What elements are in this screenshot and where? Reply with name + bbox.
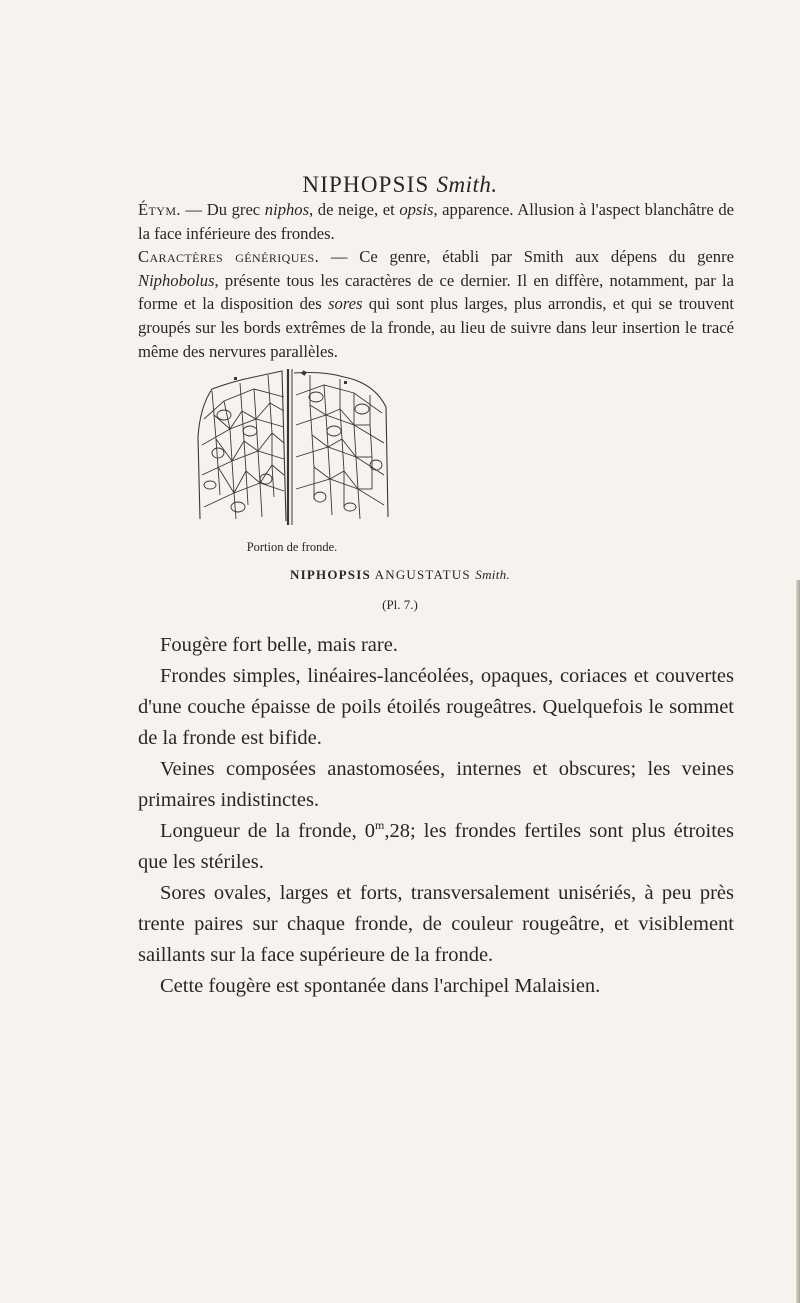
- figure-caption: Portion de fronde.: [246, 540, 338, 554]
- characters-text: qui sont plus larges, plus arrondis, et qui se trouvent groupés sur les bords extrêmes de la fronde, au lieu de suivre dans leur insertion le tracé même des nervures parallèles.: [138, 294, 735, 361]
- species-heading: [0, 567, 800, 583]
- characters-text: , présente tous les caractères de ce dernier. Il en diffère, notamment, par la forme et la disposition des: [138, 270, 734, 314]
- etymology-text: , apparence. Allusion à l'aspect blanchâtre de la face inférieure des frondes.: [138, 200, 734, 243]
- length-text: ,28; les frondes fertiles sont plus étroites que les stériles.: [138, 820, 734, 873]
- characters-text: — Ce genre, établi par Smith aux dépens du genre: [319, 247, 734, 267]
- page-edge-shadow: [796, 580, 800, 1303]
- description-paragraph: Sores ovales, larges et forts, transversalement unisériés, à peu près trente paires sur chaque fronde, de couleur rougeâtre, et visiblement saillants sur la face supérieure de la fronde.: [138, 882, 734, 966]
- characters-genus-name: Niphobolus: [138, 270, 215, 290]
- description-paragraph: Frondes simples, linéaires-lancéolées, opaques, coriaces et couvertes d'une couche épaisse de poils étoilés rougeâtres. Quelquefois le sommet de la fronde est bifide.: [138, 665, 734, 749]
- fern-frond-venation-illustration: [194, 367, 390, 527]
- description-paragraph: Cette fougère est spontanée dans l'archipel Malaisien.: [160, 975, 601, 997]
- genus-description: [138, 198, 734, 363]
- length-unit: m: [375, 818, 385, 833]
- species-epithet: ANGUSTATUS: [374, 567, 471, 582]
- fern-frond-drawing: [194, 367, 390, 527]
- species-genus: NIPHOPSIS: [290, 567, 371, 582]
- etymology-label: Étym.: [138, 200, 181, 219]
- description-paragraph: [138, 816, 734, 878]
- plate-reference: (Pl. 7.): [382, 597, 418, 612]
- species-author: Smith.: [475, 567, 510, 582]
- etymology-text: , de neige, et: [309, 200, 400, 219]
- description-paragraph: Fougère fort belle, mais rare.: [160, 634, 398, 656]
- etymology-text: — Du grec: [180, 200, 265, 219]
- characters-paragraph: [138, 245, 734, 363]
- characters-label: Caractères génériques.: [138, 247, 320, 267]
- etymology-word-opsis: opsis: [399, 200, 434, 219]
- etymology-paragraph: [138, 198, 734, 245]
- length-text: Longueur de la fronde, 0: [160, 820, 376, 842]
- etymology-word-niphos: niphos: [264, 200, 310, 219]
- genus-heading: [0, 172, 800, 198]
- genus-name: NIPHOPSIS: [302, 172, 430, 197]
- genus-author: Smith.: [436, 172, 498, 197]
- characters-word-sores: sores: [328, 294, 363, 314]
- description-paragraph: Veines composées anastomosées, internes et obscures; les veines primaires indistinctes.: [138, 758, 734, 811]
- species-description: [138, 630, 734, 1002]
